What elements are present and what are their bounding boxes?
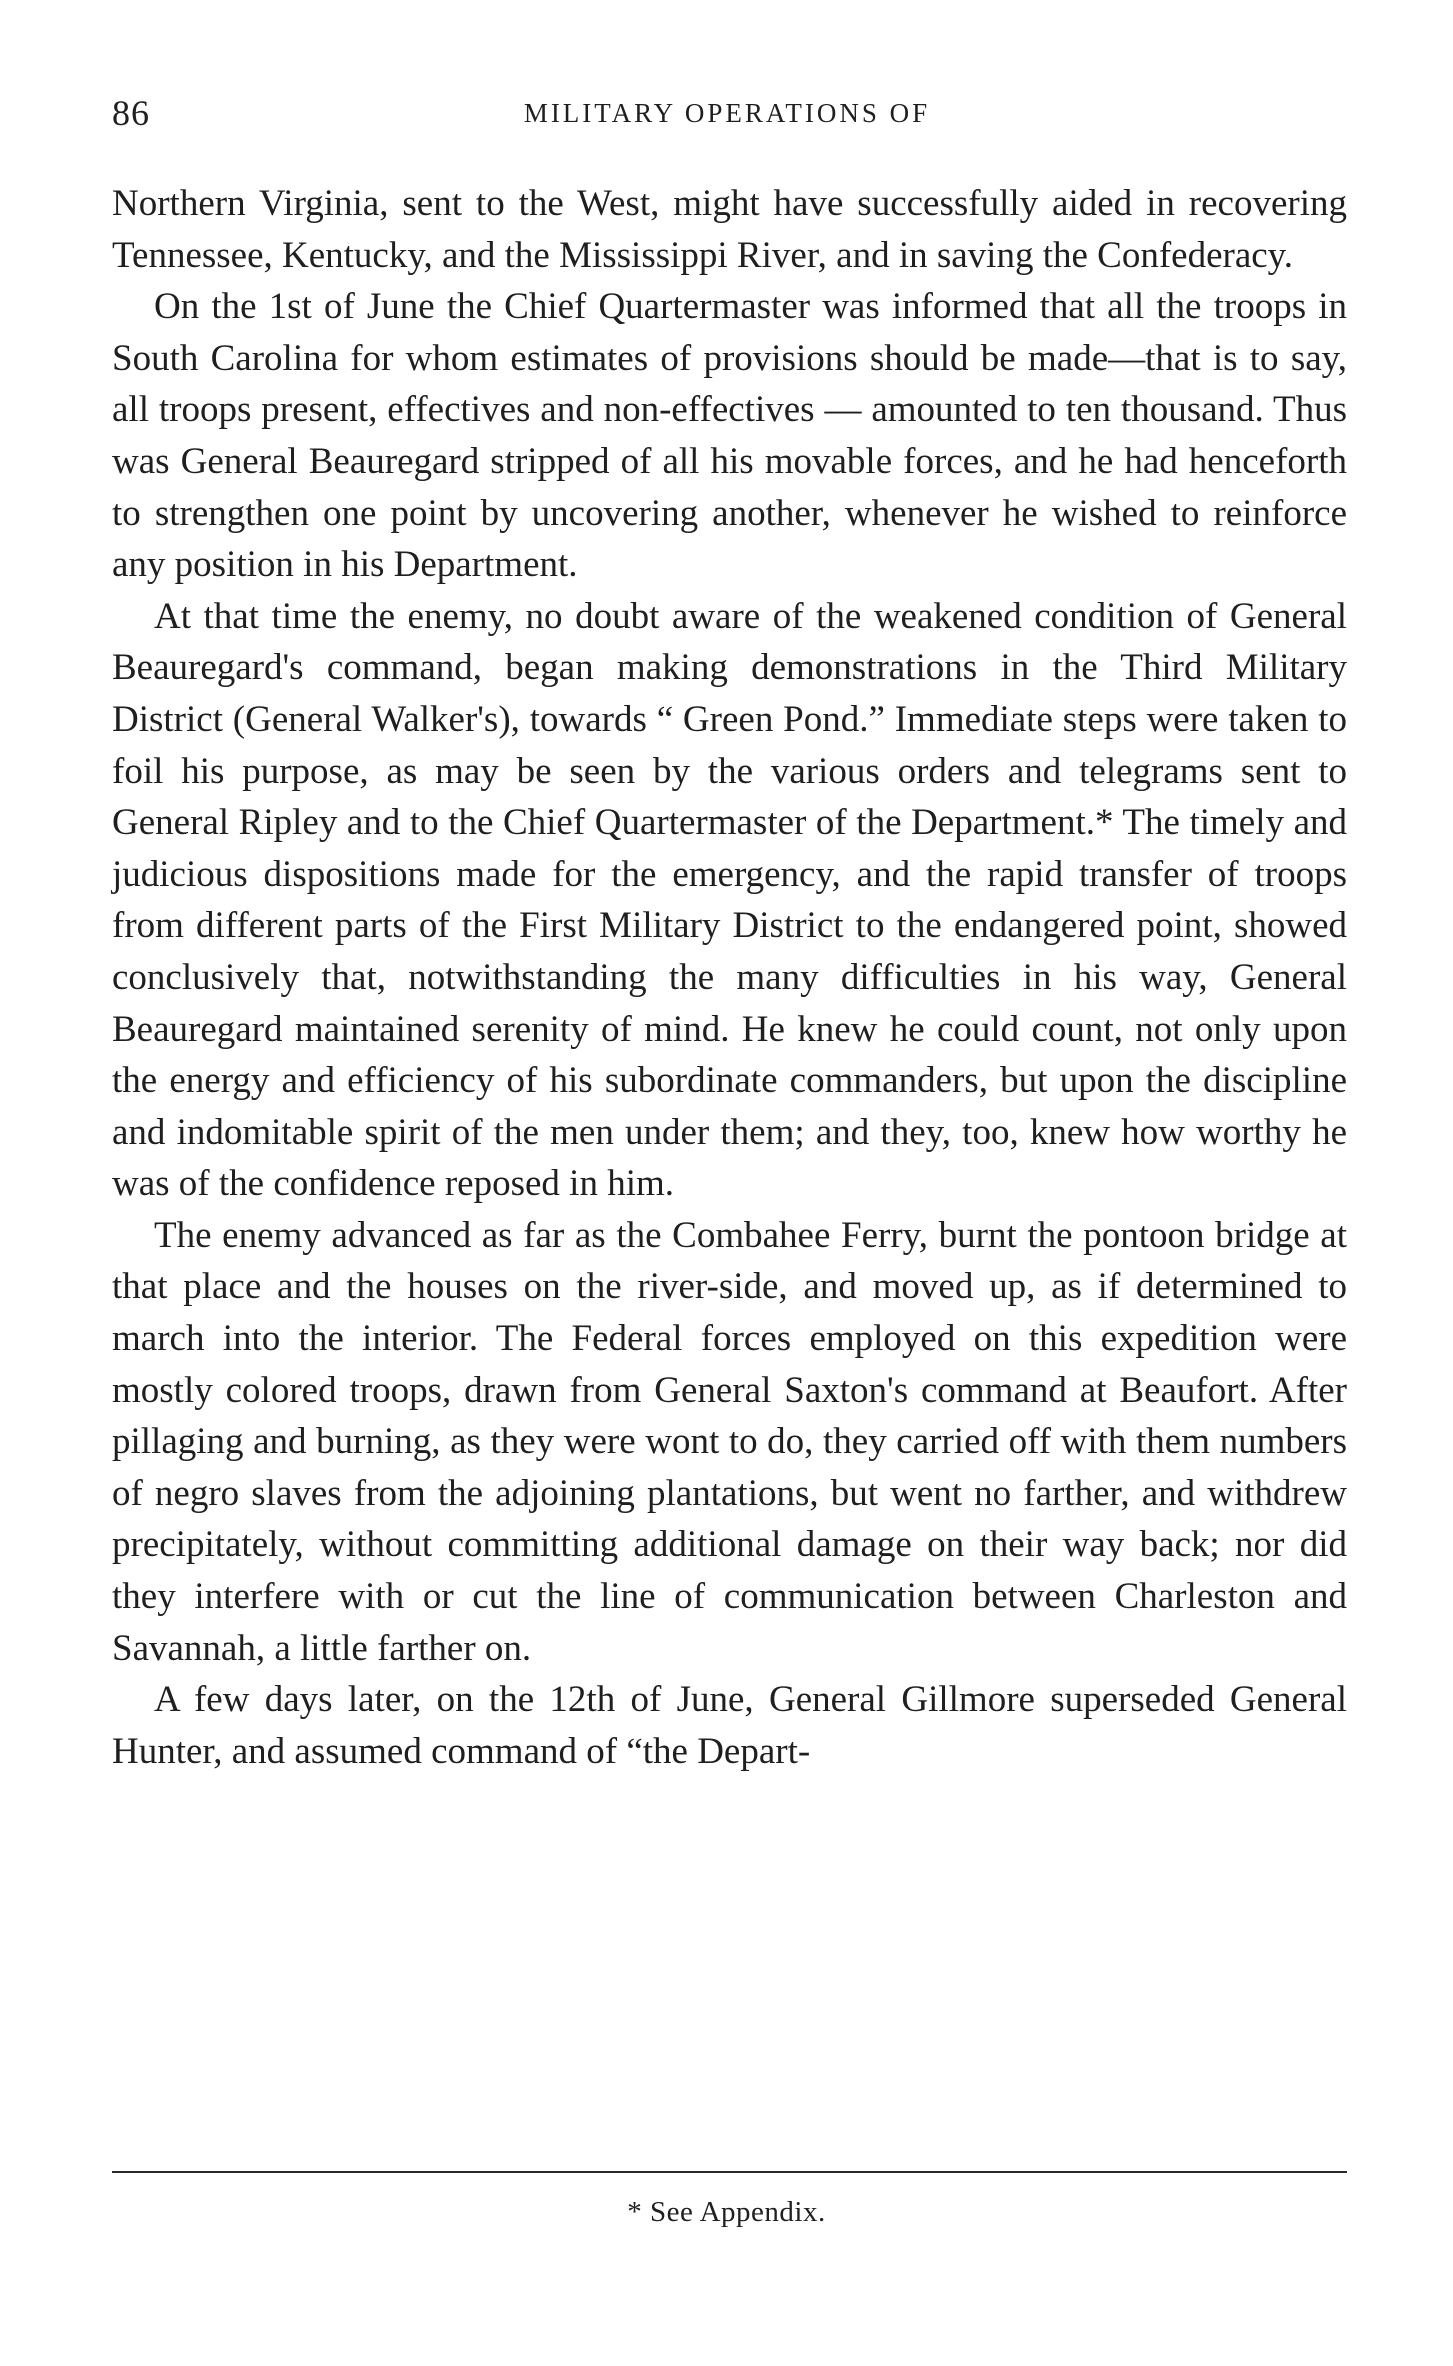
body-text (112, 178, 1347, 1777)
running-head (112, 92, 1342, 142)
footnote-divider (112, 2171, 1347, 2173)
running-title: MILITARY OPERATIONS OF (523, 98, 931, 128)
paragraph-troops: On the 1st of June the Chief Quartermaster was informed that all the troops in South Carolina for whom estimates of provisions should be made—that is to say, all troops present, effectives and non-effectives — amounted to ten thousand. Thus was General Beauregard stripped of all his movable forces, and he had henceforth to strengthen one point by uncovering another, whenever he wished to reinforce any position in his Department. (112, 286, 1347, 586)
footnote: * See Appendix. (627, 2196, 826, 2228)
page-number: 86 (112, 93, 150, 133)
paragraph-green-pond: At that time the enemy, no doubt aware of the weakened condition of General Beauregard's command, began making demonstrations in the Third Military District (General Walker's), towards “ Green Pond.” Immediate steps were taken to foil his purpose, as may be seen by the various orders and telegrams sent to General Ripley and to the Chief Quartermaster of the Department.* The timely and judicious dispositions made for the emergency, and the rapid transfer of troops from different parts of the First Military District to the endangered point, showed conclusively that, notwithstanding the many difficulties in his way, General Beauregard maintained serenity of mind. He knew he could count, not only upon the energy and efficiency of his subordinate commanders, but upon the discipline and indomitable spirit of the men under them; and they, too, knew how worthy he was of the confidence reposed in him. (112, 595, 1347, 1205)
paragraph-combahee: The enemy advanced as far as the Combahee Ferry, burnt the pontoon bridge at that place and the houses on the river-side, and moved up, as if determined to march into the interior. The Federal forces employed on this expedition were mostly colored troops, drawn from General Saxton's command at Beaufort. After pillaging and burning, as they were wont to do, they carried off with them numbers of negro slaves from the adjoining plantations, but went no farther, and withdrew precipitately, without committing additional damage on their way back; nor did they interfere with or cut the line of communication between Charleston and Savannah, a little farther on. (112, 1214, 1347, 1669)
paragraph-continued: Northern Virginia, sent to the West, might have successfully aided in recovering Tennessee, Kentucky, and the Mississippi River, and in saving the Confederacy. (112, 183, 1347, 276)
paragraph-gillmore: A few days later, on the 12th of June, General Gillmore superseded General Hunter, and assumed command of “the Depart- (112, 1679, 1347, 1772)
